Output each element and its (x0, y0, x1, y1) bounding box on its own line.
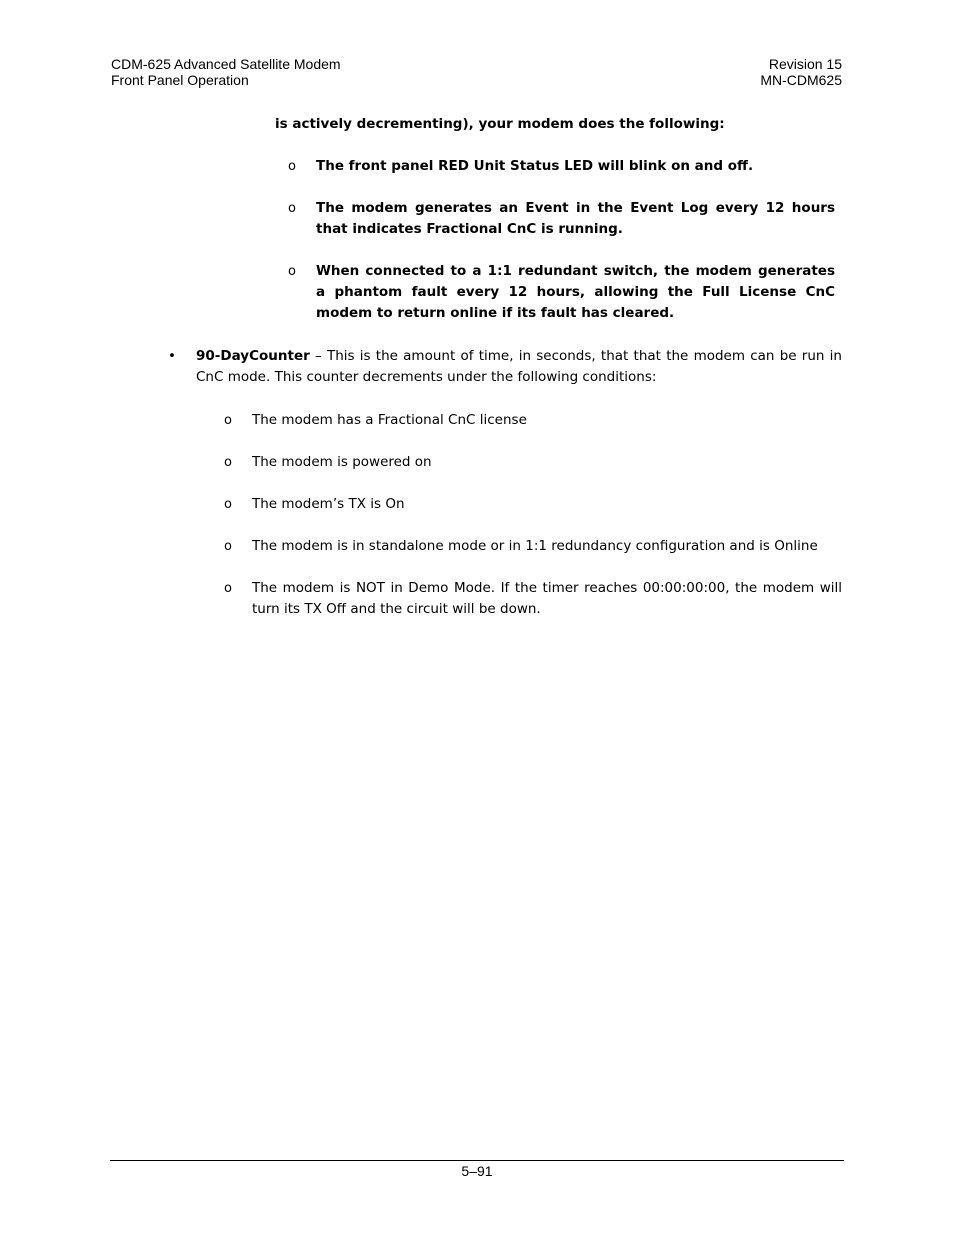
condition-item (224, 536, 842, 557)
condition-item (224, 578, 842, 620)
manual-number: MN-CDM625 (760, 72, 842, 88)
hollow-bullet-icon: o (288, 201, 296, 216)
bullet-item (168, 346, 842, 388)
sub-list-item (288, 198, 835, 240)
condition-item-text: The modem is powered on (252, 454, 432, 470)
bullet-description: – This is the amount of time, in seconds, that that the modem can be run in CnC mode. This counter decrements under the following conditions: (196, 348, 842, 385)
hollow-bullet-icon: o (224, 581, 232, 596)
document-title: CDM-625 Advanced Satellite Modem (111, 56, 341, 72)
continuation-text: is actively decrementing), your modem does the following: (275, 116, 725, 132)
bullet-dot-icon: • (168, 348, 176, 364)
bullet-term: 90-DayCounter (196, 348, 310, 364)
sub-list-item-text: The modem generates an Event in the Event Log every 12 hours that indicates Fractional CnC is running. (316, 200, 835, 237)
condition-item-text: The modem’s TX is On (252, 496, 405, 512)
footer-divider (110, 1160, 844, 1161)
hollow-bullet-icon: o (224, 455, 232, 470)
hollow-bullet-icon: o (224, 497, 232, 512)
chapter-title: Front Panel Operation (111, 72, 249, 88)
sub-list-item (288, 261, 835, 324)
condition-item (224, 410, 842, 431)
condition-item-text: The modem has a Fractional CnC license (252, 412, 527, 428)
hollow-bullet-icon: o (288, 159, 296, 174)
page-number: 5–91 (461, 1163, 493, 1179)
sub-list-item-text: When connected to a 1:1 redundant switch, the modem generates a phantom fault every 12 hours, allowing the Full License CnC modem to return online if its fault has cleared. (316, 263, 835, 321)
revision-label: Revision 15 (768, 56, 842, 72)
hollow-bullet-icon: o (224, 413, 232, 428)
header-right (760, 56, 842, 88)
hollow-bullet-icon: o (288, 264, 296, 279)
condition-item (224, 452, 842, 473)
sub-list-item (288, 156, 835, 177)
condition-item (224, 494, 842, 515)
hollow-bullet-icon: o (224, 539, 232, 554)
condition-item-text: The modem is NOT in Demo Mode. If the timer reaches 00:00:00:00, the modem will turn its TX Off and the circuit will be down. (252, 580, 842, 617)
condition-item-text: The modem is in standalone mode or in 1:1 redundancy configuration and is Online (252, 538, 818, 554)
sub-list-item-text: The front panel RED Unit Status LED will blink on and off. (316, 158, 754, 174)
bullet-item-text (196, 346, 842, 388)
header-left (111, 56, 341, 88)
